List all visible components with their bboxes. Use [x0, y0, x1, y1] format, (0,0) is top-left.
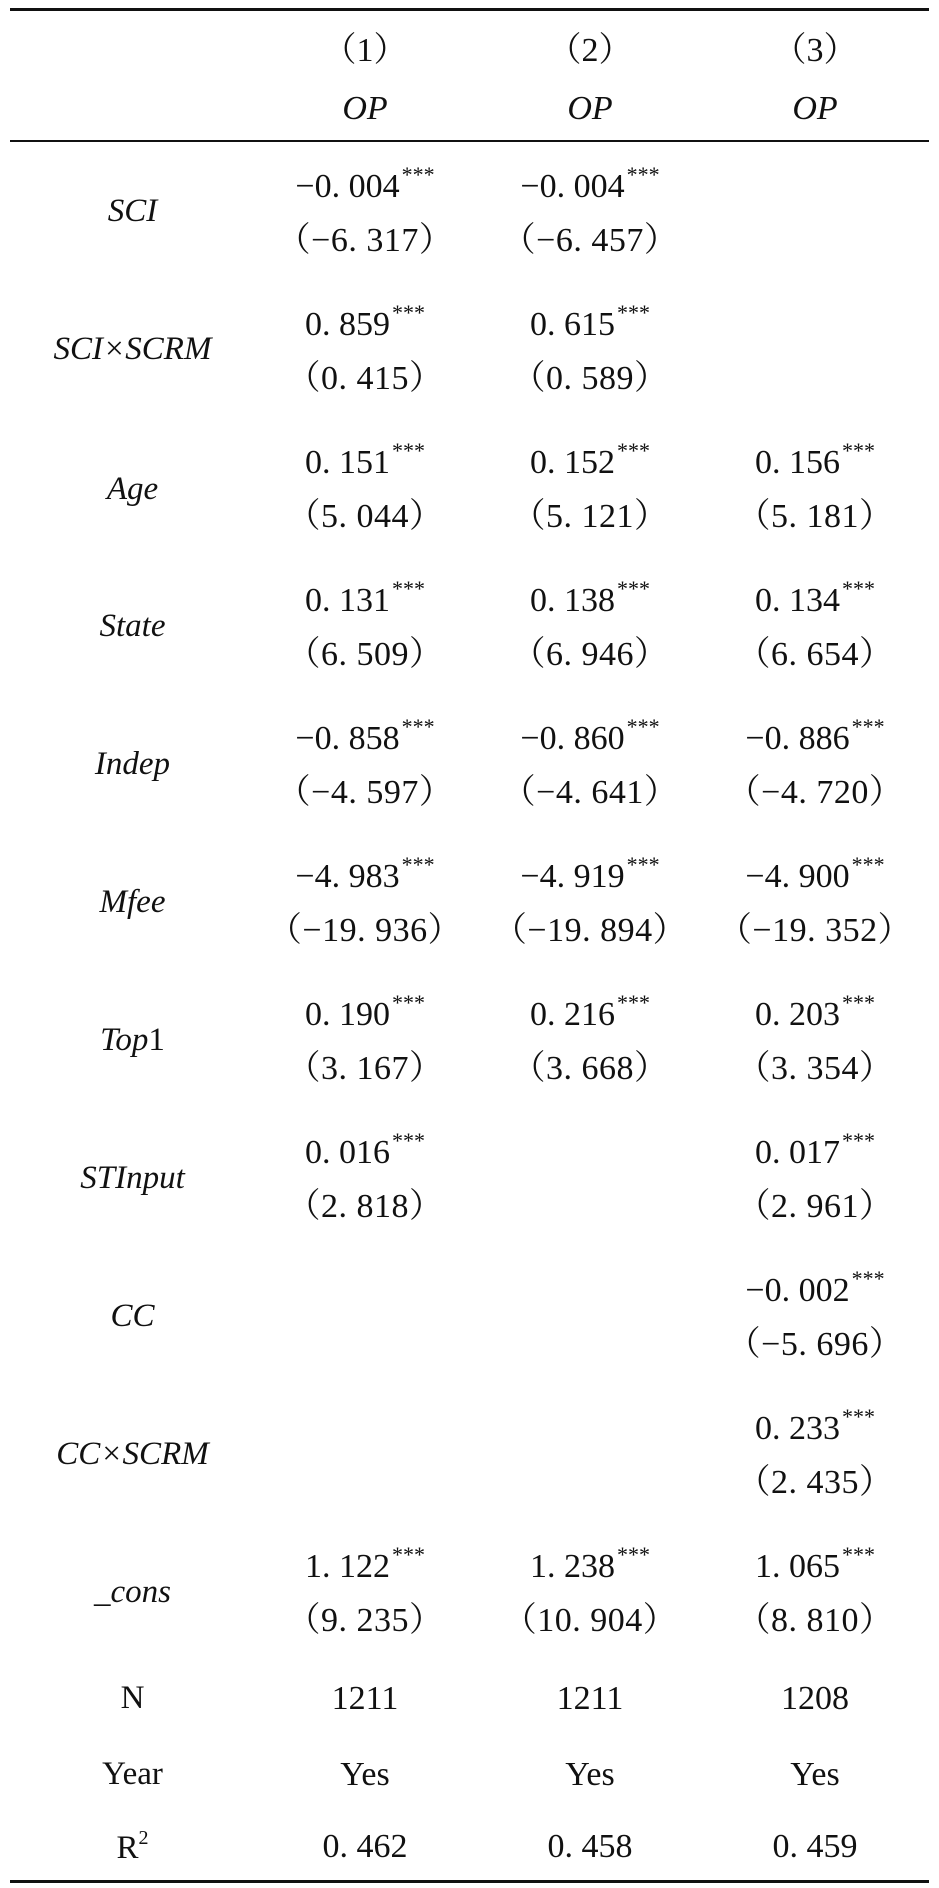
- footer-cell: 0. 462: [322, 1828, 408, 1865]
- coef-cell: 0. 156***: [755, 438, 875, 481]
- coef-cell: 0. 138***: [530, 576, 650, 619]
- t-stat-cell: （−19. 352）: [717, 912, 913, 949]
- t-stat-cell: （2. 818）: [286, 1188, 444, 1225]
- coef-cell: −0. 886***: [745, 714, 885, 757]
- row-label-cons: _cons: [94, 1574, 171, 1610]
- footer-cell: Yes: [790, 1756, 840, 1793]
- coef-cell: 0. 017***: [755, 1128, 875, 1171]
- t-stat-cell: （−6. 317）: [276, 222, 454, 259]
- row-label-stinput: STInput: [80, 1160, 185, 1196]
- t-stat-cell: （5. 181）: [736, 498, 894, 535]
- t-stat-cell: （−4. 597）: [276, 774, 454, 811]
- footer-cell: Yes: [340, 1756, 390, 1793]
- row-label-age: Age: [106, 471, 159, 507]
- header-rule: [10, 140, 929, 142]
- t-stat-cell: （3. 668）: [511, 1050, 669, 1087]
- t-stat-cell: （5. 121）: [511, 498, 669, 535]
- coef-cell: 0. 131***: [305, 576, 425, 619]
- t-stat-cell: （2. 435）: [736, 1464, 894, 1501]
- t-stat-cell: （0. 415）: [286, 360, 444, 397]
- col-1-number: （1）: [322, 32, 408, 69]
- row-label-sci-scrm: SCI×SCRM: [53, 331, 212, 367]
- row-label-mfee: Mfee: [99, 884, 166, 920]
- row-label-state: State: [99, 608, 166, 644]
- coef-cell: 0. 216***: [530, 990, 650, 1033]
- t-stat-cell: （2. 961）: [736, 1188, 894, 1225]
- t-stat-cell: （3. 354）: [736, 1050, 894, 1087]
- coef-cell: 1. 065***: [755, 1542, 875, 1585]
- coef-cell: 0. 152***: [530, 438, 650, 481]
- t-stat-cell: （−19. 894）: [492, 912, 688, 949]
- coef-cell: −0. 002***: [745, 1266, 885, 1309]
- coef-cell: 0. 151***: [305, 438, 425, 481]
- t-stat-cell: （6. 509）: [286, 636, 444, 673]
- coef-cell: −0. 860***: [520, 714, 660, 757]
- col-3-number: （3）: [772, 32, 858, 69]
- footer-cell: 1208: [781, 1680, 849, 1717]
- row-label-n: N: [120, 1680, 145, 1716]
- col-1-dep-var: OP: [342, 90, 388, 127]
- col-2-number: （2）: [547, 32, 633, 69]
- t-stat-cell: （−5. 696）: [726, 1326, 904, 1363]
- row-label-year: Year: [102, 1756, 163, 1792]
- footer-cell: 1211: [556, 1680, 624, 1717]
- col-2-dep-var: OP: [567, 90, 613, 127]
- table-top-rule: [10, 8, 929, 11]
- col-3-dep-var: OP: [792, 90, 838, 127]
- footer-cell: Yes: [565, 1756, 615, 1793]
- t-stat-cell: （8. 810）: [736, 1602, 894, 1639]
- t-stat-cell: （−4. 720）: [726, 774, 904, 811]
- footer-cell: 0. 459: [772, 1828, 858, 1865]
- t-stat-cell: （−4. 641）: [501, 774, 679, 811]
- coef-cell: 0. 203***: [755, 990, 875, 1033]
- coef-cell: 1. 238***: [530, 1542, 650, 1585]
- t-stat-cell: （−19. 936）: [267, 912, 463, 949]
- t-stat-cell: （6. 654）: [736, 636, 894, 673]
- row-label-sci: SCI: [107, 193, 158, 229]
- row-label-cc: CC: [110, 1298, 155, 1334]
- row-label-cc-scrm: CC×SCRM: [56, 1436, 209, 1472]
- coef-cell: 0. 190***: [305, 990, 425, 1033]
- table-bottom-rule: [10, 1880, 929, 1883]
- t-stat-cell: （10. 904）: [502, 1602, 678, 1639]
- row-label-top1: Top1: [100, 1022, 165, 1058]
- row-label-indep: Indep: [94, 746, 171, 782]
- t-stat-cell: （0. 589）: [511, 360, 669, 397]
- coef-cell: 0. 134***: [755, 576, 875, 619]
- coef-cell: −0. 858***: [295, 714, 435, 757]
- row-label-r-squared: $R^2$: [116, 1827, 149, 1866]
- t-stat-cell: （−6. 457）: [501, 222, 679, 259]
- coef-cell: 1. 122***: [305, 1542, 425, 1585]
- coef-cell: 0. 233***: [755, 1404, 875, 1447]
- coef-cell: −0. 004***: [295, 162, 435, 205]
- t-stat-cell: （5. 044）: [286, 498, 444, 535]
- coef-cell: −4. 983***: [295, 852, 435, 895]
- t-stat-cell: （3. 167）: [286, 1050, 444, 1087]
- footer-cell: 0. 458: [547, 1828, 633, 1865]
- t-stat-cell: （9. 235）: [286, 1602, 444, 1639]
- coef-cell: −4. 900***: [745, 852, 885, 895]
- coef-cell: 0. 859***: [305, 300, 425, 343]
- coef-cell: 0. 016***: [305, 1128, 425, 1171]
- coef-cell: 0. 615***: [530, 300, 650, 343]
- coef-cell: −0. 004***: [520, 162, 660, 205]
- footer-cell: 1211: [331, 1680, 399, 1717]
- coef-cell: −4. 919***: [520, 852, 660, 895]
- t-stat-cell: （6. 946）: [511, 636, 669, 673]
